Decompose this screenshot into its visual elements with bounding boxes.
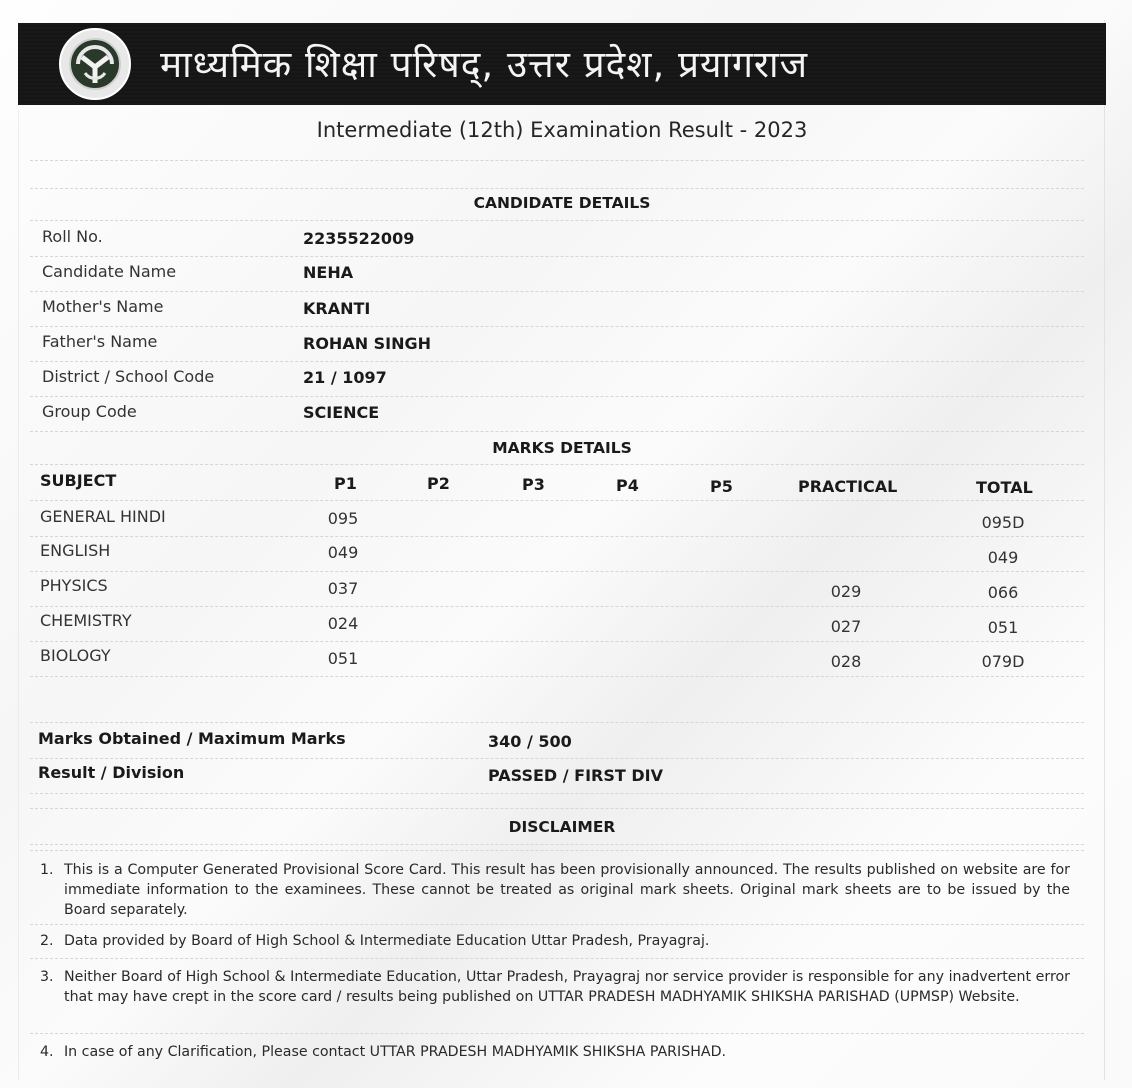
candidate-name-value: NEHA: [303, 263, 354, 282]
disclaimer-text: In case of any Clarification, Please contact UTTAR PRADESH MADHYAMIK SHIKSHA PARISHAD.: [64, 1044, 727, 1060]
divider: [30, 1033, 1084, 1034]
divider: [30, 808, 1084, 809]
divider: [30, 758, 1084, 759]
divider: [30, 464, 1084, 465]
disclaimer-number: 4.: [40, 1044, 54, 1060]
total-mark: 079D: [981, 652, 1025, 671]
disclaimer-number: 3.: [40, 969, 54, 985]
divider: [30, 571, 1084, 572]
col-header-total: TOTAL: [976, 478, 1033, 497]
col-header-p1: P1: [334, 474, 357, 493]
p1-mark: 095: [327, 509, 359, 528]
divider: [30, 361, 1084, 362]
page-edge: [1104, 20, 1105, 1080]
disclaimer-item: [40, 967, 1070, 1007]
practical-mark: 028: [830, 652, 862, 671]
page-edge: [18, 110, 19, 1080]
total-mark: 095D: [981, 513, 1025, 532]
total-mark: 066: [987, 583, 1019, 602]
disclaimer-text: This is a Computer Generated Provisional Score Card. This result has been provisionally announced. The results published on website are for immediate information to the examinees. These cannot be treated as original mark sheets. Original mark sheets are to be issued by the Board separately.: [64, 862, 1070, 918]
divider: [30, 536, 1084, 537]
divider: [30, 431, 1084, 432]
disclaimer-text: Neither Board of High School & Intermediate Education, Uttar Pradesh, Prayagraj nor service provider is responsible for any inadvertent error that may have crept in the score card / results being published on UTTAR PRADESH MADHYAMIK SHIKSHA PARISHAD (UPMSP) Website.: [64, 969, 1070, 1005]
col-header-p4: P4: [616, 476, 639, 495]
divider: [30, 641, 1084, 642]
disclaimer-item: [40, 1042, 1070, 1062]
divider: [30, 676, 1084, 677]
marks-obtained-label: Marks Obtained / Maximum Marks: [38, 729, 346, 748]
divider: [30, 722, 1084, 723]
divider: [30, 220, 1084, 221]
col-header-subject: SUBJECT: [40, 471, 117, 490]
father-name-value: ROHAN SINGH: [303, 334, 432, 353]
p1-mark: 037: [327, 579, 359, 598]
col-header-p5: P5: [710, 477, 733, 496]
divider: [30, 160, 1084, 161]
up-emblem-logo-icon: [58, 27, 132, 101]
disclaimer-number: 1.: [40, 862, 54, 878]
mother-name-label: Mother's Name: [42, 297, 164, 316]
divider: [30, 326, 1084, 327]
divider: [30, 958, 1084, 959]
marks-details-heading: MARKS DETAILS: [492, 439, 632, 457]
col-header-p3: P3: [522, 475, 545, 494]
p1-mark: 051: [327, 649, 359, 668]
disclaimer-text: Data provided by Board of High School & Intermediate Education Uttar Pradesh, Prayagraj.: [64, 933, 710, 949]
total-mark: 049: [987, 548, 1019, 567]
board-name-hindi: माध्यमिक शिक्षा परिषद्, उत्तर प्रदेश, प्रयागराज: [160, 43, 809, 86]
result-division-value: PASSED / FIRST DIV: [488, 766, 663, 785]
disclaimer-number: 2.: [40, 933, 54, 949]
result-division-label: Result / Division: [38, 763, 185, 782]
roll-no-label: Roll No.: [42, 227, 103, 246]
divider: [30, 793, 1084, 794]
candidate-details-heading: CANDIDATE DETAILS: [473, 194, 651, 212]
header-banner: [18, 23, 1106, 105]
roll-no-value: 2235522009: [303, 229, 415, 248]
subject-name: GENERAL HINDI: [40, 507, 166, 526]
practical-mark: 027: [830, 617, 862, 636]
candidate-name-label: Candidate Name: [42, 262, 177, 281]
p1-mark: 049: [327, 543, 359, 562]
mother-name-value: KRANTI: [303, 299, 371, 318]
subject-name: CHEMISTRY: [40, 611, 132, 630]
group-code-label: Group Code: [42, 402, 137, 421]
district-school-code-label: District / School Code: [42, 367, 215, 386]
divider: [30, 256, 1084, 257]
district-school-code-value: 21 / 1097: [303, 368, 387, 387]
divider: [30, 606, 1084, 607]
divider: [30, 844, 1084, 845]
col-header-practical: PRACTICAL: [798, 477, 898, 496]
exam-title: Intermediate (12th) Examination Result - 2023: [316, 118, 808, 142]
disclaimer-heading: DISCLAIMER: [508, 818, 616, 836]
p1-mark: 024: [327, 614, 359, 633]
divider: [30, 291, 1084, 292]
marks-obtained-value: 340 / 500: [488, 732, 572, 751]
subject-name: BIOLOGY: [40, 646, 111, 665]
subject-name: ENGLISH: [40, 541, 111, 560]
divider: [30, 500, 1084, 501]
disclaimer-item: [40, 860, 1070, 920]
total-mark: 051: [987, 618, 1019, 637]
divider: [30, 850, 1084, 851]
col-header-p2: P2: [427, 474, 450, 493]
divider: [30, 924, 1084, 925]
disclaimer-item: [40, 931, 1070, 951]
father-name-label: Father's Name: [42, 332, 158, 351]
group-code-value: SCIENCE: [303, 403, 380, 422]
divider: [30, 188, 1084, 189]
subject-name: PHYSICS: [40, 576, 108, 595]
divider: [30, 396, 1084, 397]
practical-mark: 029: [830, 582, 862, 601]
